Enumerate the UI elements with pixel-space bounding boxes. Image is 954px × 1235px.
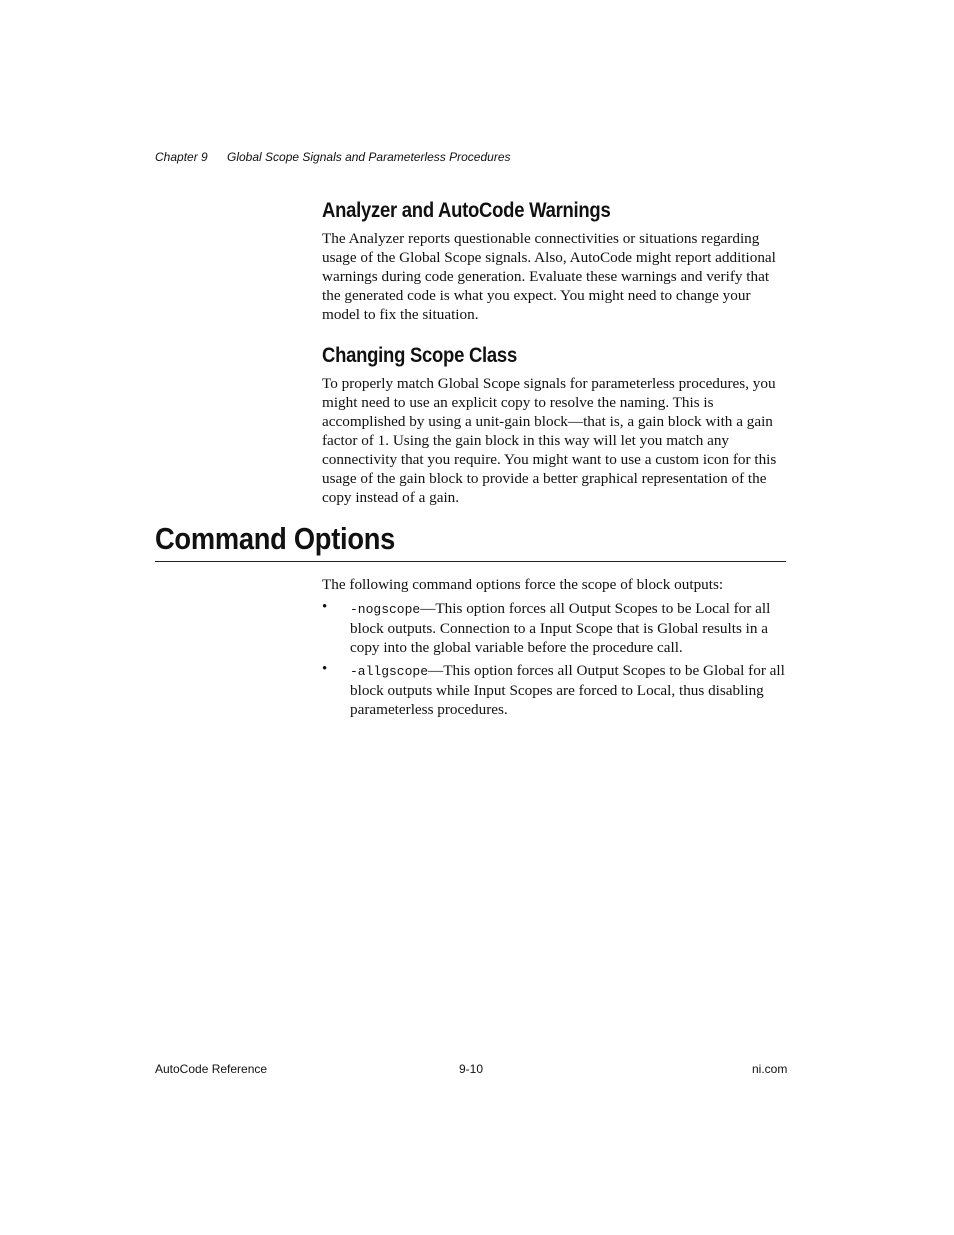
warnings-paragraph: The Analyzer reports questionable connectivities or situations regarding usage of the Global Scope signals. Also, AutoCode might report additional warnings during code generation. Evaluate these warnings and verify that the generated code is what you expect. You might need to change your model to fix the situation. [322, 230, 776, 323]
option-nogscope: -nogscope [350, 602, 421, 617]
scope-class-heading: Changing Scope Class [322, 344, 517, 367]
footer-website: ni.com [752, 1062, 788, 1076]
list-item-nogscope [350, 599, 786, 657]
command-options-intro: The following command options force the scope of block outputs: [322, 576, 724, 593]
heading-rule [155, 561, 786, 562]
command-options-heading: Command Options [155, 521, 396, 556]
page-number: 9-10 [459, 1062, 484, 1076]
option-allgscope: -allgscope [350, 664, 429, 679]
scope-class-paragraph: To properly match Global Scope signals for parameterless procedures, you might need to use an explicit copy to resolve the naming. This is accomplished by using a unit-gain block—that is, a gain block with a gain factor of 1. Using the gain block in this way will let you match any connectivity that you require. You might want to use a custom icon for this usage of the gain block to provide a better graphical representation of the copy instead of a gain. [322, 375, 777, 506]
warnings-heading: Analyzer and AutoCode Warnings [322, 199, 611, 222]
list-item-allgscope [350, 661, 786, 719]
bullet-marker: • [322, 599, 328, 615]
bullet-marker: • [322, 661, 328, 677]
chapter-label: Chapter 9 [155, 150, 208, 164]
option-nogscope-description: —This option forces all Output Scopes to be Local for all block outputs. Connection to a Input Scope that is Global results in a copy into the global variable before the procedure call. [350, 600, 771, 656]
footer-doc-title: AutoCode Reference [155, 1062, 268, 1076]
option-allgscope-description: —This option forces all Output Scopes to be Global for all block outputs while Input Scopes are forced to Local, thus disabling parameterless procedures. [350, 662, 785, 718]
chapter-title: Global Scope Signals and Parameterless Procedures [227, 150, 511, 164]
